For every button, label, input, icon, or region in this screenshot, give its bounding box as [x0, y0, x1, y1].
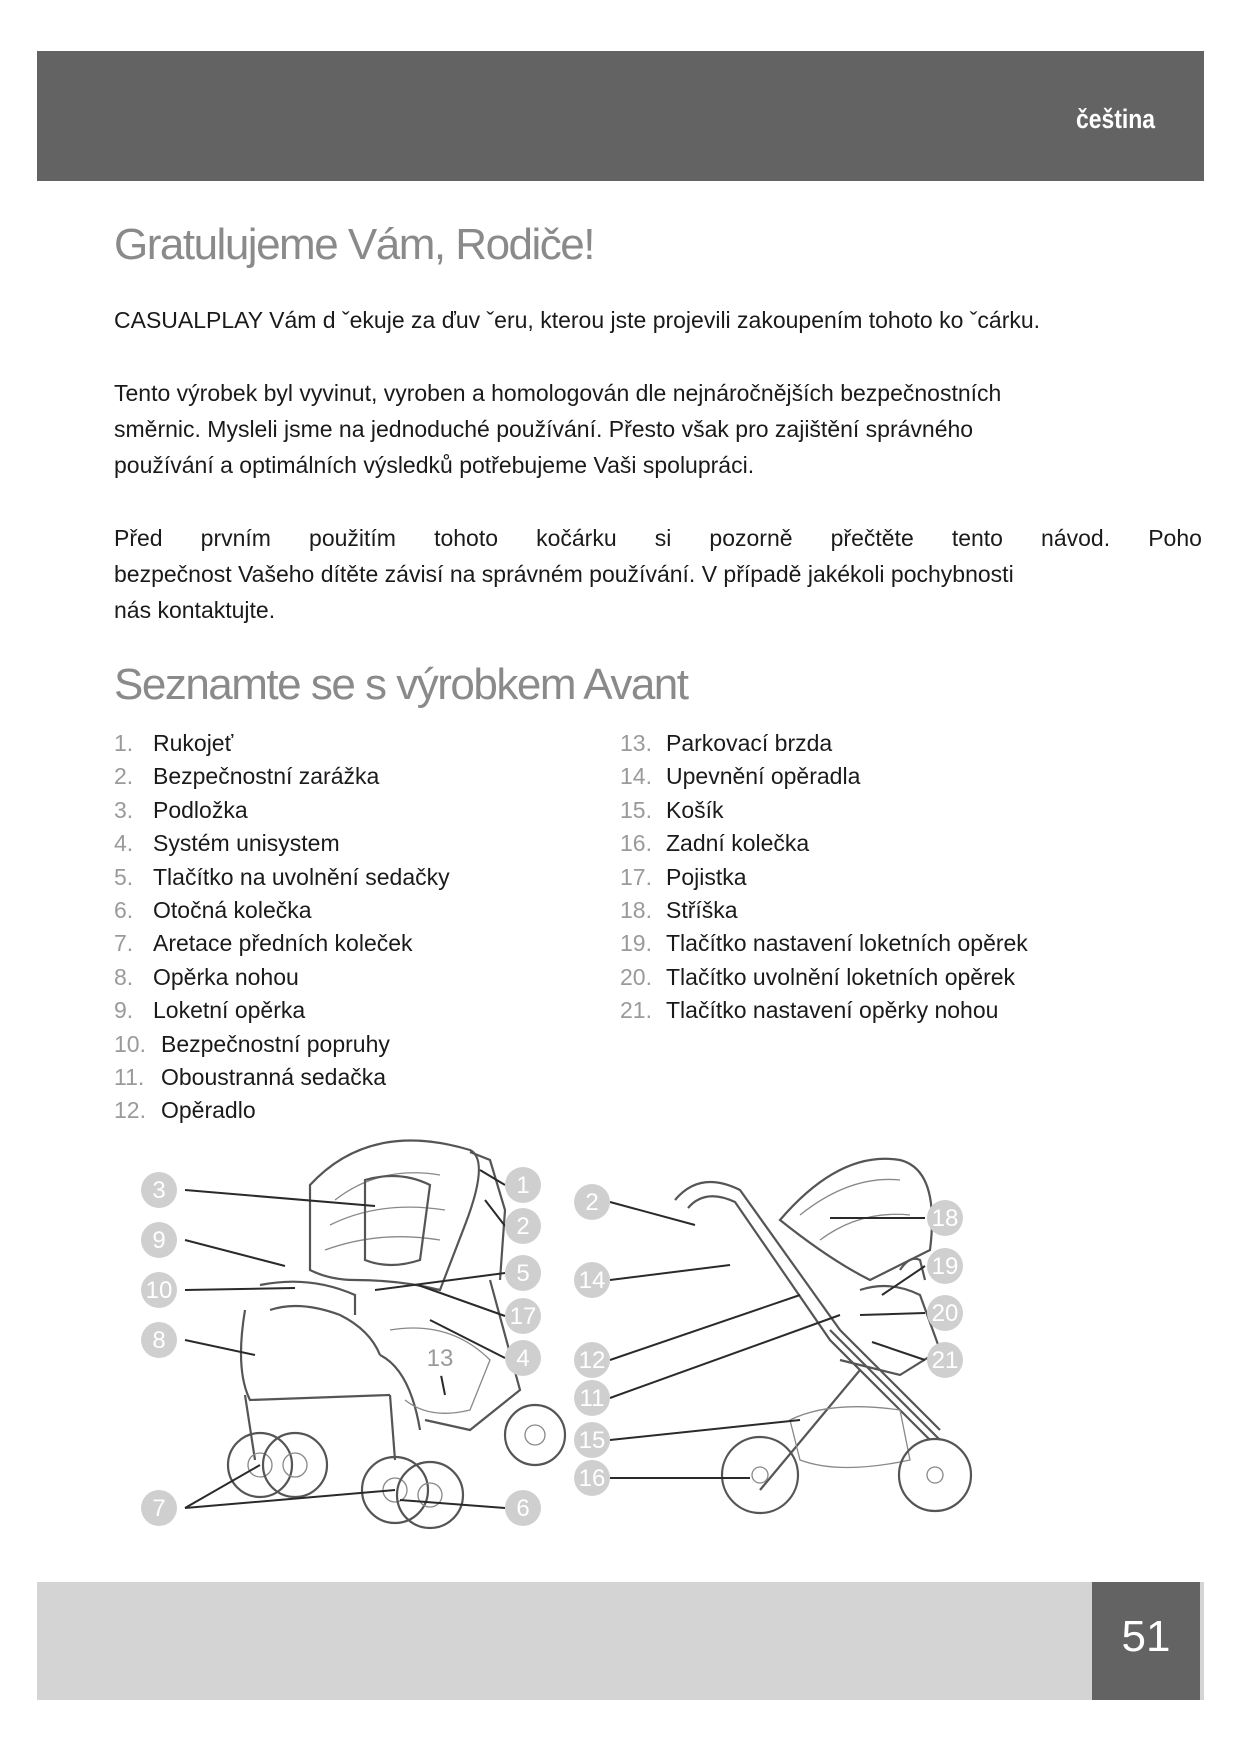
callout-7 — [141, 1490, 177, 1526]
svg-text:20: 20 — [931, 1300, 959, 1327]
word: si — [654, 525, 672, 551]
list-item — [620, 861, 1028, 894]
callout-17 — [505, 1298, 541, 1334]
item-number: 21. — [620, 997, 652, 1024]
callout-1 — [505, 1167, 541, 1203]
svg-text:1: 1 — [516, 1172, 530, 1199]
item-label: Systém unisystem — [153, 830, 340, 857]
item-number: 4. — [114, 830, 134, 857]
item-number: 16. — [620, 830, 652, 857]
list-item — [620, 794, 1028, 827]
svg-text:6: 6 — [516, 1495, 530, 1522]
list-item — [114, 1061, 450, 1094]
list-item — [114, 827, 450, 860]
item-number: 14. — [620, 763, 652, 790]
svg-text:19: 19 — [931, 1253, 959, 1280]
item-number: 10. — [114, 1030, 146, 1057]
item-number: 15. — [620, 796, 652, 823]
callout-20 — [927, 1295, 963, 1331]
stroller-diagram — [140, 1130, 1090, 1570]
item-number: 11. — [114, 1063, 145, 1090]
item-label: Košík — [666, 796, 724, 823]
svg-text:17: 17 — [509, 1303, 537, 1330]
item-number: 6. — [114, 896, 134, 923]
item-number: 7. — [114, 930, 134, 957]
parts-list-right — [620, 727, 1028, 1028]
footer-band — [37, 1582, 1204, 1700]
item-label: Aretace předních koleček — [153, 930, 413, 957]
svg-text:9: 9 — [152, 1227, 166, 1254]
svg-text:7: 7 — [152, 1495, 166, 1522]
svg-text:10: 10 — [145, 1277, 173, 1304]
callout-2 — [505, 1208, 541, 1244]
side-stroller-illustration — [675, 1159, 971, 1513]
list-item — [114, 794, 450, 827]
list-item — [114, 727, 450, 760]
word: prvním — [200, 525, 271, 551]
greeting-heading: Gratulujeme Vám, Rodiče! — [114, 220, 594, 269]
list-item — [620, 894, 1028, 927]
svg-text:4: 4 — [516, 1345, 530, 1372]
item-label: Loketní opěrka — [153, 997, 306, 1024]
item-label: Podložka — [153, 796, 248, 823]
word: Poho — [1148, 525, 1202, 551]
item-label: Tlačítko na uvolnění sedačky — [153, 863, 450, 890]
svg-text:14: 14 — [578, 1267, 606, 1294]
list-item — [114, 927, 450, 960]
list-item — [620, 927, 1028, 960]
item-number: 1. — [114, 730, 134, 756]
item-label: Tlačítko nastavení loketních opěrek — [666, 930, 1028, 957]
paragraph-line: nás kontaktujte. — [114, 597, 276, 623]
page-number: 51 — [1121, 1612, 1171, 1661]
callout-16 — [574, 1460, 610, 1496]
svg-text:18: 18 — [931, 1205, 959, 1232]
side-stroller-leaders — [610, 1202, 925, 1478]
svg-text:3: 3 — [152, 1177, 166, 1204]
callout-18 — [927, 1200, 963, 1236]
word: tohoto — [434, 525, 499, 551]
svg-text:13: 13 — [426, 1345, 454, 1372]
list-item — [114, 1028, 450, 1061]
header-band — [37, 51, 1204, 181]
list-item — [620, 727, 1028, 760]
paragraph-line: používání a optimálních výsledků potřebujeme Vaši spolupráci. — [114, 452, 755, 478]
callout-19 — [927, 1248, 963, 1284]
list-item — [114, 760, 450, 793]
callout-9 — [141, 1222, 177, 1258]
paragraph-line: bezpečnost Vašeho dítěte závisí na správném používání. V případě jakékoli pochybnosti — [114, 561, 1014, 587]
svg-text:16: 16 — [578, 1465, 606, 1492]
intro-paragraph: CASUALPLAY Vám d ˇekuje za ďuv ˇeru, kterou jste projevili zakoupením tohoto ko ˇcárku. — [114, 307, 1041, 333]
svg-text:11: 11 — [579, 1385, 605, 1412]
word: pozorně — [709, 525, 793, 551]
item-number: 5. — [114, 863, 134, 890]
item-label: Tlačítko uvolnění loketních opěrek — [666, 963, 1016, 990]
list-item — [114, 1094, 450, 1127]
word: tento — [951, 525, 1003, 551]
item-label: Opěradlo — [161, 1097, 256, 1124]
product-heading: Seznamte se s výrobkem Avant — [114, 660, 688, 709]
callout-12 — [574, 1342, 610, 1378]
item-number: 17. — [620, 863, 652, 890]
callout-10 — [141, 1272, 177, 1308]
instructions-paragraph — [114, 520, 1202, 628]
word: přečtěte — [830, 525, 914, 551]
item-number: 2. — [114, 763, 134, 790]
svg-text:2: 2 — [516, 1213, 530, 1240]
front-stroller-leaders — [185, 1170, 505, 1508]
language-label: čeština — [1075, 104, 1155, 134]
callout-15 — [574, 1422, 610, 1458]
item-label: Stříška — [666, 896, 738, 923]
callout-13 — [422, 1340, 458, 1376]
callout-14 — [574, 1262, 610, 1298]
item-label: Otočná kolečka — [153, 896, 312, 923]
justified-line — [114, 520, 1202, 556]
list-item — [114, 961, 450, 994]
svg-text:12: 12 — [578, 1347, 606, 1374]
item-number: 20. — [620, 963, 652, 990]
list-item — [114, 994, 450, 1027]
callout-3 — [141, 1172, 177, 1208]
paragraph-line: směrnic. Mysleli jsme na jednoduché používání. Přesto však pro zajištění správného — [114, 416, 974, 442]
callout-21 — [927, 1342, 963, 1378]
item-label: Tlačítko nastavení opěrky nohou — [666, 997, 999, 1024]
item-number: 18. — [620, 896, 652, 923]
item-number: 19. — [620, 930, 652, 957]
word: Před — [114, 525, 163, 551]
svg-text:21: 21 — [931, 1347, 959, 1374]
list-item — [114, 861, 450, 894]
item-label: Oboustranná sedačka — [161, 1063, 387, 1090]
item-label: Opěrka nohou — [153, 963, 299, 990]
item-label: Parkovací brzda — [666, 730, 833, 756]
paragraph-line: Tento výrobek byl vyvinut, vyroben a homologován dle nejnáročnějších bezpečnostních — [114, 380, 1002, 406]
callout-11 — [574, 1380, 610, 1416]
svg-text:5: 5 — [516, 1260, 530, 1287]
list-item — [114, 894, 450, 927]
list-item — [620, 961, 1028, 994]
list-item — [620, 827, 1028, 860]
item-number: 8. — [114, 963, 134, 990]
item-label: Zadní kolečka — [666, 830, 810, 857]
item-label: Pojistka — [666, 863, 747, 890]
svg-text:2: 2 — [585, 1189, 599, 1216]
callout-8 — [141, 1322, 177, 1358]
parts-list-left — [114, 727, 450, 1128]
item-label: Upevnění opěradla — [666, 763, 861, 790]
svg-text:15: 15 — [578, 1427, 606, 1454]
item-number: 13. — [620, 730, 652, 756]
item-number: 9. — [114, 997, 134, 1024]
item-label: Bezpečnostní zarážka — [153, 763, 380, 790]
item-label: Rukojeť — [153, 730, 234, 756]
word: návod. — [1041, 525, 1111, 551]
list-item — [620, 760, 1028, 793]
callout-4 — [505, 1340, 541, 1376]
callout-5 — [505, 1255, 541, 1291]
callout-2 — [574, 1184, 610, 1220]
item-number: 12. — [114, 1097, 146, 1124]
item-number: 3. — [114, 796, 134, 823]
word: kočárku — [536, 525, 617, 551]
word: použitím — [309, 525, 396, 551]
callout-6 — [505, 1490, 541, 1526]
development-paragraph — [114, 375, 1114, 483]
item-label: Bezpečnostní popruhy — [161, 1030, 390, 1057]
svg-text:8: 8 — [152, 1327, 166, 1354]
list-item — [620, 994, 1028, 1027]
